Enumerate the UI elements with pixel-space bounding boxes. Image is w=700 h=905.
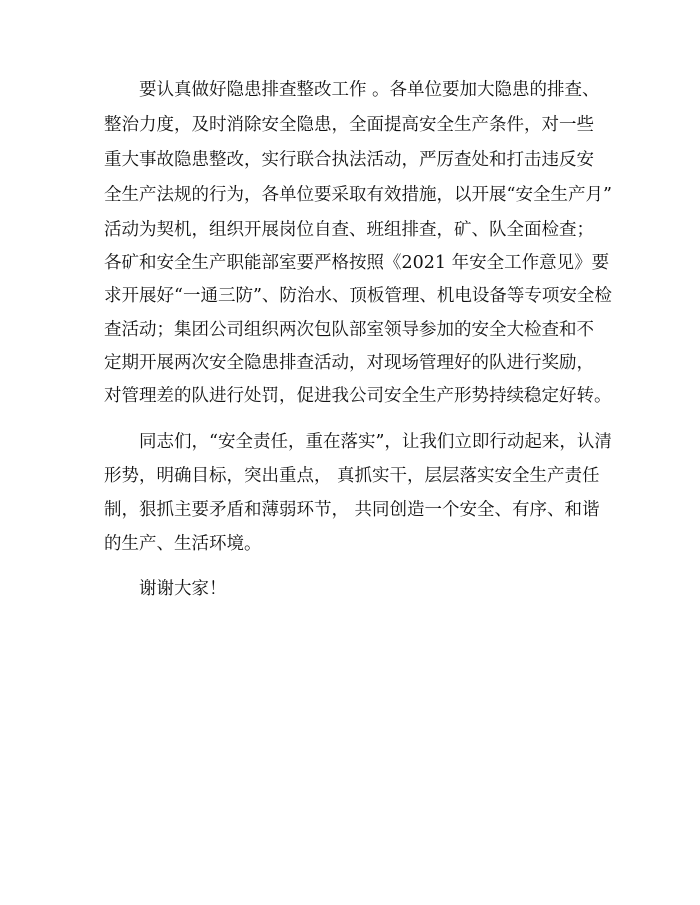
paragraph-2-line-1: 同志们，“安全责任，重在落实”，让我们立即行动起来，认清 bbox=[139, 432, 612, 452]
paragraph-2-line-2: 形势，明确目标，突出重点， 真抓实干，层层落实安全生产责任 bbox=[104, 466, 600, 486]
paragraph-1-line-4: 全生产法规的行为，各单位要采取有效措施，以开展“安全生产月” bbox=[104, 185, 612, 205]
paragraph-2-line-3: 制，狠抓主要矛盾和薄弱环节， 共同创造一个安全、有序、和谐 bbox=[104, 500, 600, 520]
paragraph-1-line-2: 整治力度，及时消除安全隐患，全面提高安全生产条件，对一些 bbox=[104, 115, 594, 135]
paragraph-1-line-10: 对管理差的队进行处罚，促进我公司安全生产形势持续稳定好转。 bbox=[104, 386, 612, 406]
closing-line: 谢谢大家！ bbox=[139, 579, 227, 599]
paragraph-1-line-7: 求开展好“一通三防”、防治水、顶板管理、机电设备等专项安全检 bbox=[104, 286, 612, 306]
paragraph-1-line-5: 活动为契机，组织开展岗位自查、班组排查，矿、队全面检查； bbox=[104, 220, 594, 240]
paragraph-2-line-4: 的生产、生活环境。 bbox=[104, 534, 262, 554]
paragraph-1-line-1: 要认真做好隐患排查整改工作 。各单位要加大隐患的排查、 bbox=[139, 80, 600, 100]
paragraph-1-line-3: 重大事故隐患整改，实行联合执法活动，严厉查处和打击违反安 bbox=[104, 150, 594, 170]
paragraph-1-line-6: 各矿和安全生产职能部室要严格按照《2021 年安全工作意见》要 bbox=[104, 253, 610, 273]
paragraph-1-line-8: 查活动；集团公司组织两次包队部室领导参加的安全大检查和不 bbox=[104, 320, 594, 340]
paragraph-1-line-9: 定期开展两次安全隐患排查活动，对现场管理好的队进行奖励， bbox=[104, 353, 594, 373]
